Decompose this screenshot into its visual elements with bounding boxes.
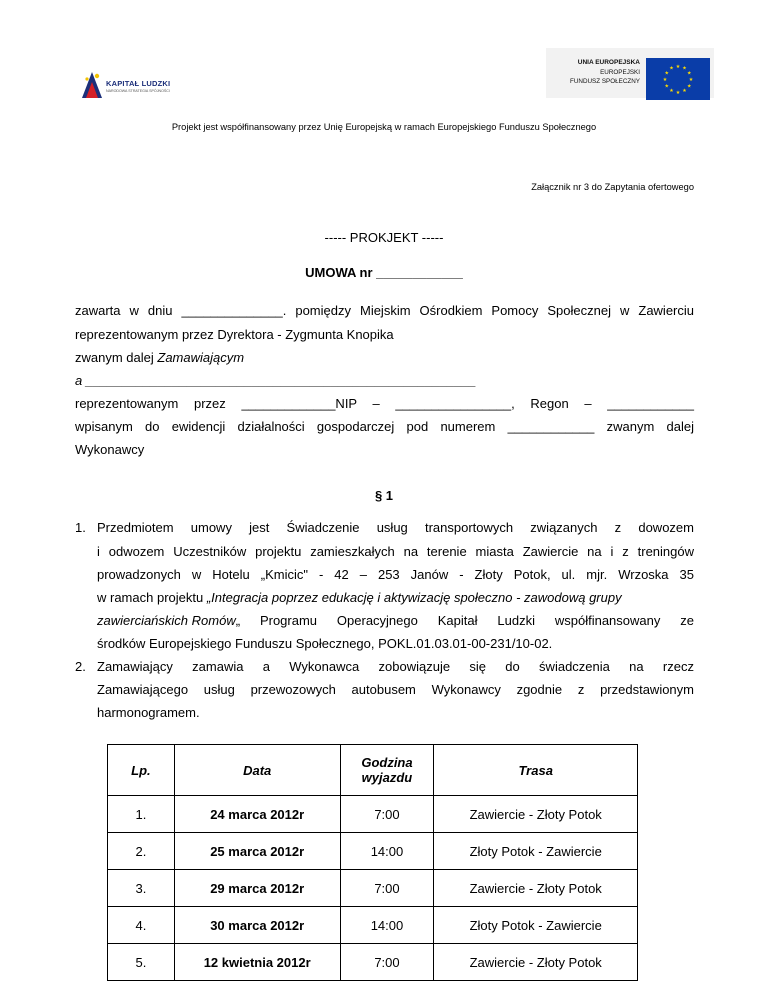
header-godzina-line2: wyjazdu (361, 770, 413, 785)
header-godzina-line1: Godzina (361, 755, 413, 770)
item-2-line-2: Zamawiającego usług przewozowych autobusem Wykonawcy zgodnie z przedstawionym (97, 682, 694, 697)
kapital-ludzki-logo (80, 70, 200, 100)
eu-star-icon: ★ (687, 83, 692, 90)
header-lp: Lp. (108, 745, 175, 796)
intro-line-2: reprezentowanym przez Dyrektora - Zygmunta Knopika (75, 327, 394, 342)
cofinancing-note: Projekt jest współfinansowany przez Unię Europejską w ramach Europejskiego Funduszu Społecznego (171, 122, 597, 132)
eu-flag-icon (646, 58, 710, 100)
project-name: „Integracja poprzez edukację i aktywizację społeczno - zawodową grupy (206, 590, 622, 605)
projekt-heading: ----- PROKJEKT ----- (324, 230, 444, 245)
cell-time: 14:00 (340, 907, 434, 944)
eu-logo-line2: EUROPEJSKI (600, 69, 640, 76)
item-1-line-5-text: „ Programu Operacyjnego Kapitał Ludzki współfinansowany ze (235, 613, 694, 628)
eu-star-icon: ★ (682, 65, 687, 72)
cell-time: 7:00 (340, 944, 434, 981)
cell-date: 12 kwietnia 2012r (174, 944, 340, 981)
eu-star-icon: ★ (664, 70, 669, 77)
cell-time: 14:00 (340, 833, 434, 870)
intro-zamawiajacym: Zamawiającym (157, 350, 245, 365)
kapital-ludzki-emblem-icon (80, 70, 104, 100)
cell-route: Zawiercie - Złoty Potok (434, 944, 638, 981)
schedule-table (107, 744, 638, 981)
intro-line-3 (75, 350, 244, 365)
cell-time: 7:00 (340, 796, 434, 833)
cell-date: 29 marca 2012r (174, 870, 340, 907)
schedule-header-row (108, 745, 638, 796)
project-name-cont: zawierciańskich Romów (97, 613, 236, 628)
eu-star-icon: ★ (682, 88, 687, 95)
intro-line-4: a ______________________________________________________ (75, 373, 477, 388)
item-1-line-2: i odwozem Uczestników projektu zamieszkałych na terenie miasta Zawiercie na i z treningów (97, 544, 694, 559)
cell-lp: 4. (108, 907, 175, 944)
kapital-ludzki-subtitle: NARODOWA STRATEGIA SPÓJNOŚCI (106, 89, 170, 93)
item-1-line-3: prowadzonych w Hotelu „Kmicic" - 42 – 253 Janów - Złoty Potok, ul. mjr. Wrzoska 35 (97, 567, 694, 582)
table-row (108, 796, 638, 833)
item-1-line-5 (97, 613, 694, 628)
item-1-line-1: Przedmiotem umowy jest Świadczenie usług transportowych związanych z dowozem (97, 520, 694, 535)
intro-line-1: zawarta w dniu ______________. pomiędzy Miejskim Ośrodkiem Pomocy Społecznej w Zawierciu (75, 303, 694, 318)
table-row (108, 870, 638, 907)
cell-route: Złoty Potok - Zawiercie (434, 833, 638, 870)
eu-logo-line3: FUNDUSZ SPOŁECZNY (570, 78, 640, 85)
eu-star-icon: ★ (669, 65, 674, 72)
cell-date: 30 marca 2012r (174, 907, 340, 944)
eu-logo-title: UNIA EUROPEJSKA (577, 59, 640, 66)
eu-star-icon: ★ (687, 70, 692, 77)
eu-star-icon: ★ (675, 63, 681, 70)
eu-star-icon: ★ (662, 76, 668, 83)
item-2-number: 2. (75, 659, 86, 674)
item-2-line-1: Zamawiający zamawia a Wykonawca zobowiązuje się do świadczenia na rzecz (97, 659, 694, 674)
kapital-ludzki-title: KAPITAŁ LUDZKI (106, 79, 171, 88)
intro-line-6: wpisanym do ewidencji działalności gospodarczej pod numerem ____________ zwanym dalej (75, 419, 694, 434)
eu-logo (546, 48, 714, 98)
cell-lp: 3. (108, 870, 175, 907)
attachment-label: Załącznik nr 3 do Zapytania ofertowego (531, 182, 694, 192)
cell-route: Złoty Potok - Zawiercie (434, 907, 638, 944)
item-1-line-6: środków Europejskiego Funduszu Społecznego, POKL.01.03.01-00-231/10-02. (97, 636, 553, 651)
cell-route: Zawiercie - Złoty Potok (434, 870, 638, 907)
item-1-line-4-text: w ramach projektu (97, 590, 207, 605)
eu-star-icon: ★ (688, 76, 694, 83)
contract-title: UMOWA nr ____________ (305, 265, 463, 280)
cell-lp: 2. (108, 833, 175, 870)
eu-star-icon: ★ (669, 88, 674, 95)
cell-time: 7:00 (340, 870, 434, 907)
table-row (108, 907, 638, 944)
header-data: Data (174, 745, 340, 796)
cell-date: 24 marca 2012r (174, 796, 340, 833)
intro-line-5: reprezentowanym przez _____________NIP – ________________, Regon – ____________ (75, 396, 694, 411)
intro-line-7: Wykonawcy (75, 442, 145, 457)
cell-lp: 5. (108, 944, 175, 981)
table-row (108, 833, 638, 870)
header-trasa: Trasa (434, 745, 638, 796)
table-row (108, 944, 638, 981)
cell-route: Zawiercie - Złoty Potok (434, 796, 638, 833)
header-godzina (340, 745, 434, 796)
intro-line-3-text: zwanym dalej (75, 350, 158, 365)
item-2-line-3: harmonogramem. (97, 705, 200, 720)
eu-star-icon: ★ (664, 83, 669, 90)
item-1-number: 1. (75, 520, 86, 535)
cell-lp: 1. (108, 796, 175, 833)
section-heading: § 1 (374, 488, 394, 503)
cell-date: 25 marca 2012r (174, 833, 340, 870)
eu-star-icon: ★ (675, 89, 681, 96)
item-1-line-4 (97, 590, 622, 605)
